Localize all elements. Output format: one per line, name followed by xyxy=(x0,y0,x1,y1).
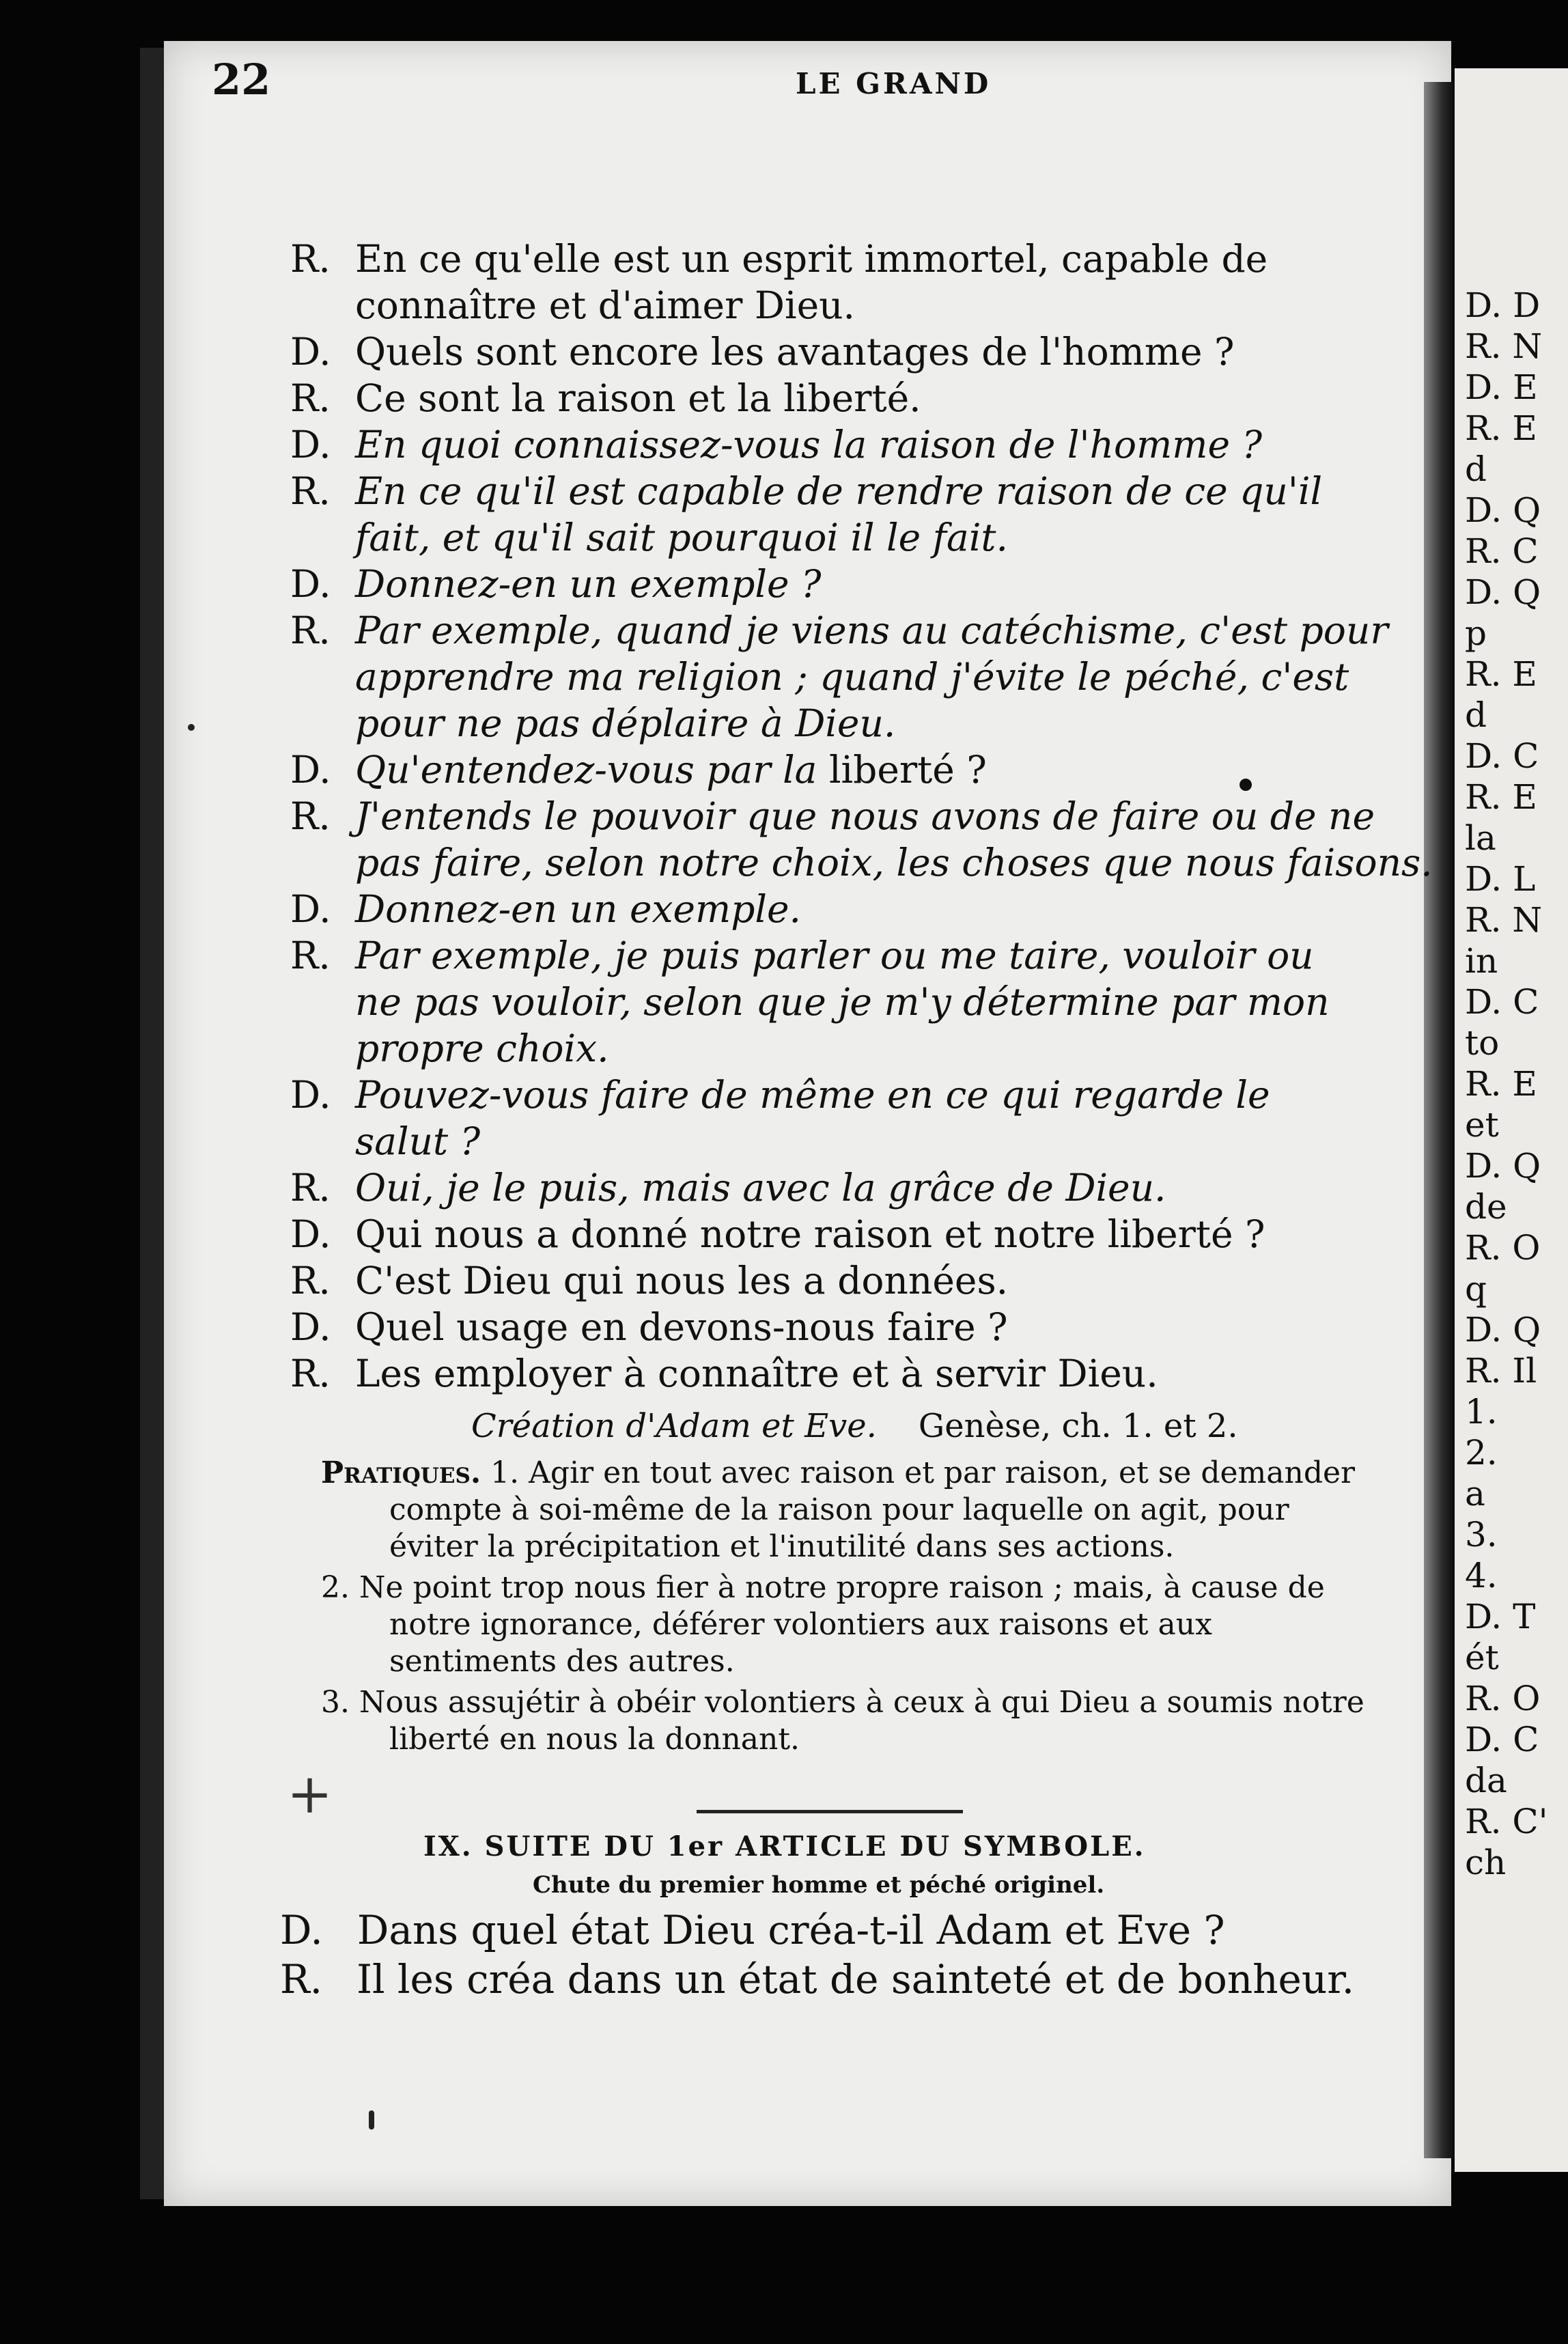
section-qa xyxy=(280,1906,1355,2004)
facing-page-fragment: D. Q xyxy=(1465,1310,1541,1350)
qa-text: Par exemple, je puis parler ou me taire, vouloir ou xyxy=(355,934,1314,977)
facing-page xyxy=(1455,68,1568,2172)
facing-page-fragment: q xyxy=(1465,1269,1487,1309)
qa-label: D. xyxy=(290,1305,331,1349)
facing-page-fragment: la xyxy=(1465,818,1496,858)
qa-text: En quoi connaissez-vous la raison de l'homme ? xyxy=(355,423,1262,466)
qa-line xyxy=(290,607,1433,654)
facing-page-fragment: R. C' xyxy=(1465,1802,1548,1841)
qa-text: ne pas vouloir, selon que je m'y détermine par mon xyxy=(355,980,1330,1024)
qa-text: Quel usage en devons-nous faire ? xyxy=(355,1305,1008,1349)
qa-label: R. xyxy=(290,237,331,281)
reference-line xyxy=(471,1407,1238,1445)
facing-page-fragments xyxy=(1465,283,1548,1882)
facing-page-fragment: da xyxy=(1465,1761,1507,1800)
facing-page-fragment: in xyxy=(1465,941,1498,981)
qa-text: connaître et d'aimer Dieu. xyxy=(355,283,856,327)
qa-line xyxy=(355,654,1433,700)
section-divider xyxy=(697,1810,963,1813)
qa-text: fait, et qu'il sait pourquoi il le fait. xyxy=(355,516,1009,559)
facing-page-fragment: D. C xyxy=(1465,1720,1539,1759)
facing-page-fragment: D. D xyxy=(1465,285,1541,325)
qa-line xyxy=(290,421,1433,468)
qa-line xyxy=(290,1350,1433,1397)
pratiques-item: 2. Ne point trop nous fier à notre propre raison ; mais, à cause de notre ignorance, déférer volontiers aux raisons et aux sentiments des autres. xyxy=(321,1570,1325,1679)
facing-page-fragment: 3. xyxy=(1465,1515,1498,1554)
qa-line xyxy=(290,561,1433,607)
section-qa-line xyxy=(280,1906,1354,1955)
qa-label: R. xyxy=(290,469,331,513)
qa-text: propre choix. xyxy=(355,1027,609,1070)
qa-label: R. xyxy=(290,1259,331,1302)
facing-page-fragment: D. T xyxy=(1465,1597,1536,1636)
facing-page-fragment: et xyxy=(1465,1105,1499,1145)
facing-page-fragment: to xyxy=(1465,1023,1500,1063)
reference-citation: Genèse, ch. 1. et 2. xyxy=(918,1407,1238,1445)
qa-line xyxy=(290,1257,1433,1304)
page-number: 22 xyxy=(212,55,271,104)
facing-page-fragment: R. C xyxy=(1465,531,1539,571)
facing-page-fragment: R. E xyxy=(1465,777,1537,817)
qa-line xyxy=(355,839,1433,886)
facing-page-fragment: a xyxy=(1465,1474,1485,1513)
facing-page-fragment: 2. xyxy=(1465,1433,1498,1473)
qa-line xyxy=(355,979,1433,1025)
qa-label: D. xyxy=(290,562,331,606)
qa-line xyxy=(290,236,1433,282)
qa-label: R. xyxy=(280,1956,323,2003)
facing-page-fragment: 4. xyxy=(1465,1556,1498,1595)
facing-page-fragment: R. O xyxy=(1465,1679,1541,1718)
reference-title: Création d'Adam et Eve. xyxy=(471,1407,877,1445)
facing-page-fragment: ét xyxy=(1465,1638,1499,1677)
facing-page-fragment: D. Q xyxy=(1465,1146,1541,1186)
pratiques-block xyxy=(321,1455,1373,1762)
qa-text: Les employer à connaître et à servir Dieu. xyxy=(355,1352,1158,1395)
section-title: IX. SUITE DU 1er ARTICLE DU SYMBOLE. xyxy=(423,1830,1146,1862)
facing-page-fragment: de xyxy=(1465,1187,1507,1227)
qa-text: Quels sont encore les avantages de l'homme ? xyxy=(355,330,1235,374)
qa-text: apprendre ma religion ; quand j'évite le péché, c'est xyxy=(355,655,1349,699)
facing-page-fragment: 1. xyxy=(1465,1392,1498,1432)
qa-text: Pouvez-vous faire de même en ce qui regarde le xyxy=(355,1073,1270,1117)
facing-page-fragment: R. E xyxy=(1465,1064,1537,1104)
qa-line xyxy=(290,1164,1433,1211)
facing-page-fragment: R. O xyxy=(1465,1228,1541,1268)
qa-line xyxy=(290,932,1433,979)
qa-text: pour ne pas déplaire à Dieu. xyxy=(355,701,896,745)
facing-page-fragment: D. C xyxy=(1465,982,1539,1022)
qa-label: D. xyxy=(280,1907,323,1953)
qa-line xyxy=(290,1211,1433,1257)
facing-page-fragment: D. L xyxy=(1465,859,1536,899)
qa-line xyxy=(290,793,1433,839)
catechism-qa xyxy=(290,236,1433,1397)
ink-spot xyxy=(369,2110,374,2130)
facing-page-fragment: D. Q xyxy=(1465,490,1541,530)
facing-page-fragment: d xyxy=(1465,695,1487,735)
qa-label: R. xyxy=(290,794,331,838)
pencil-cross-mark: + xyxy=(287,1762,333,1826)
facing-page-fragment: d xyxy=(1465,449,1487,489)
qa-label: D. xyxy=(290,330,331,374)
qa-label: R. xyxy=(290,609,331,652)
qa-label: D. xyxy=(290,423,331,466)
qa-line xyxy=(290,375,1433,421)
qa-text: Donnez-en un exemple ? xyxy=(355,562,822,606)
facing-page-fragment: R. N xyxy=(1465,900,1543,940)
pratiques-heading: Pratiques. xyxy=(321,1455,481,1490)
qa-line xyxy=(355,514,1433,561)
pratiques-item: 3. Nous assujétir à obéir volontiers à ceux à qui Dieu a soumis notre liberté en nous la donnant. xyxy=(321,1685,1364,1757)
facing-page-fragment: R. Il xyxy=(1465,1351,1537,1391)
qa-line xyxy=(290,747,1433,793)
qa-line xyxy=(355,1118,1433,1164)
page-edge xyxy=(140,48,167,2199)
qa-line xyxy=(355,700,1433,747)
qa-text: liberté ? xyxy=(828,748,987,792)
qa-label: R. xyxy=(290,1352,331,1395)
qa-text: Donnez-en un exemple. xyxy=(355,887,802,931)
qa-text: Dans quel état Dieu créa-t-il Adam et Eve ? xyxy=(356,1907,1225,1953)
facing-page-fragment: p xyxy=(1465,613,1487,653)
facing-page-fragment: D. E xyxy=(1465,367,1538,407)
ink-spot xyxy=(188,724,195,731)
qa-text: C'est Dieu qui nous les a données. xyxy=(355,1259,1009,1302)
qa-label: D. xyxy=(290,1073,331,1117)
qa-line xyxy=(290,1072,1433,1118)
facing-page-fragment: ch xyxy=(1465,1843,1507,1882)
qa-text: En ce qu'il est capable de rendre raison de ce qu'il xyxy=(355,469,1323,513)
qa-line xyxy=(290,1304,1433,1350)
facing-page-fragment: R. N xyxy=(1465,326,1543,366)
qa-text: Qu'entendez-vous par la xyxy=(355,748,829,792)
running-title: LE GRAND xyxy=(796,67,992,100)
qa-text: Il les créa dans un état de sainteté et de bonheur. xyxy=(356,1956,1355,2003)
qa-text: Par exemple, quand je viens au catéchisme, c'est pour xyxy=(355,609,1388,652)
section-qa-line xyxy=(280,1955,1355,2004)
qa-label: D. xyxy=(290,887,331,931)
qa-text: salut ? xyxy=(355,1119,481,1163)
qa-line xyxy=(355,282,1433,329)
facing-page-fragment: D. Q xyxy=(1465,572,1541,612)
qa-label: R. xyxy=(290,1166,331,1210)
ink-spot xyxy=(1240,779,1252,791)
qa-line xyxy=(290,886,1433,932)
qa-text: Ce sont la raison et la liberté. xyxy=(355,376,921,420)
qa-label: R. xyxy=(290,376,331,420)
qa-text: pas faire, selon notre choix, les choses que nous faisons. xyxy=(355,841,1433,884)
qa-line xyxy=(290,329,1433,375)
pratiques-item: Pratiques. 1. Agir en tout avec raison et par raison, et se demander compte à soi-même de la raison pour laquelle on agit, pour éviter la précipitation et l'inutilité dans ses actions. xyxy=(321,1455,1356,1564)
qa-text: J'entends le pouvoir que nous avons de faire ou de ne xyxy=(355,794,1375,838)
facing-page-fragment: R. E xyxy=(1465,654,1537,694)
qa-text: En ce qu'elle est un esprit immortel, capable de xyxy=(355,237,1268,281)
qa-label: D. xyxy=(290,748,331,792)
qa-label: D. xyxy=(290,1212,331,1256)
qa-line xyxy=(290,468,1433,514)
facing-page-fragment: R. E xyxy=(1465,408,1537,448)
qa-line xyxy=(355,1025,1433,1072)
qa-text: Oui, je le puis, mais avec la grâce de Dieu. xyxy=(355,1166,1166,1210)
facing-page-fragment: D. C xyxy=(1465,736,1539,776)
section-subtitle: Chute du premier homme et péché originel. xyxy=(533,1871,1105,1899)
qa-label: R. xyxy=(290,934,331,977)
qa-text: Qui nous a donné notre raison et notre liberté ? xyxy=(355,1212,1265,1256)
